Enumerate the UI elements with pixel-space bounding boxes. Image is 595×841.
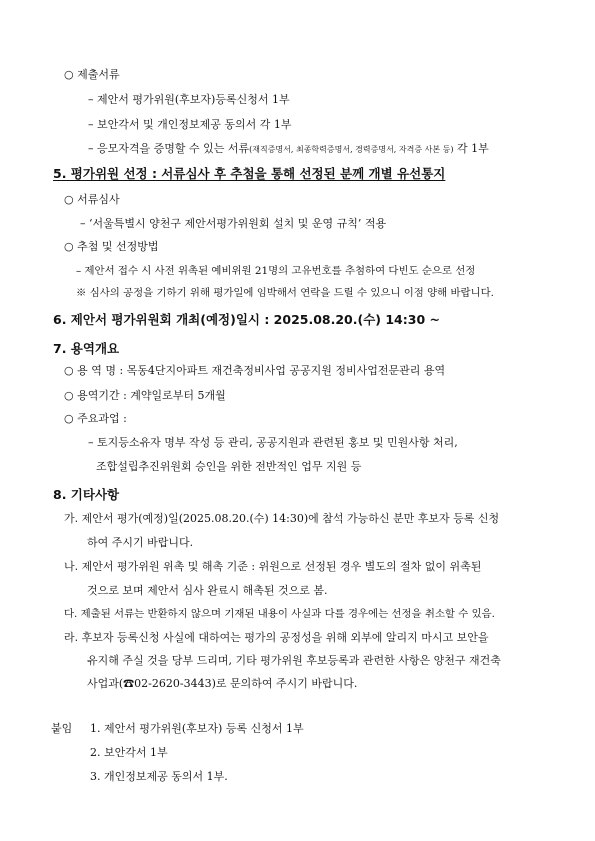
submit-item-3-lead: – 응모자격을 증명할 수 있는 서류 — [88, 142, 250, 155]
item-ga-line-1: 가. 제안서 평가(예정)일(2025.08.20.(수) 14:30)에 참석 가능하신 분만 후보자 등록 신청 — [64, 512, 500, 525]
submit-item-3-detail: (재직증명서, 최종학력증명서, 경력증명서, 자격증 사본 등) — [249, 145, 454, 154]
draw-heading: ○ 추첨 및 선정방법 — [64, 240, 159, 253]
service-period: ○ 용역기간 : 계약일로부터 5개월 — [64, 389, 226, 402]
item-ra-line-2: 유지해 주실 것을 당부 드리며, 기타 평가위원 후보등록과 관련한 사항은 양천구 재건축 — [87, 654, 501, 667]
main-tasks-heading: ○ 주요과업 : — [64, 412, 127, 425]
section-7-title: 7. 용역개요 — [53, 341, 120, 356]
attachment-item-2: 2. 보안각서 1부 — [90, 746, 168, 759]
submit-item-2: – 보안각서 및 개인정보제공 동의서 각 1부 — [88, 118, 292, 131]
item-ga-line-2: 하여 주시기 바랍니다. — [87, 536, 194, 549]
attachment-item-3: 3. 개인정보제공 동의서 1부. — [90, 770, 228, 783]
section-5-title: 5. 평가위원 선정 : 서류심사 후 추첨을 통해 선정된 분께 개별 유선통지 — [53, 166, 446, 181]
section-8-title: 8. 기타사항 — [53, 487, 120, 502]
main-tasks-line-2: 조합설립추진위원회 승인을 위한 전반적인 업무 지원 등 — [96, 460, 362, 473]
submit-item-1: – 제안서 평가위원(후보자)등록신청서 1부 — [88, 93, 290, 106]
attachments-label: 붙임 — [51, 722, 73, 735]
service-name: ○ 용 역 명 : 목동4단지아파트 재건축정비사업 공공지원 정비사업전문관리 용역 — [64, 364, 446, 377]
doc-review-heading: ○ 서류심사 — [64, 193, 120, 206]
item-ra-line-1: 라. 후보자 등록신청 사실에 대하여는 평가의 공정성을 위해 외부에 알리지 마시고 보안을 — [64, 631, 489, 644]
submit-heading: ○ 제출서류 — [64, 68, 120, 81]
submit-item-3-tail: 각 1부 — [453, 142, 489, 155]
section-6-title: 6. 제안서 평가위원회 개최(예정)일시 : 2025.08.20.(수) 14:30 ~ — [53, 312, 440, 327]
item-na-line-2: 것으로 보며 제안서 심사 완료시 해촉된 것으로 봄. — [87, 584, 328, 597]
notice-note: ※ 심사의 공정을 기하기 위해 평가일에 임박해서 연락을 드릴 수 있으니 이점 양해 바랍니다. — [76, 287, 494, 299]
submit-item-3 — [88, 142, 489, 157]
doc-review-item: – ‘서울특별시 양천구 제안서평가위원회 설치 및 운영 규칙’ 적용 — [80, 217, 387, 230]
item-ra-line-3: 사업과(☎02-2620-3443)로 문의하여 주시기 바랍니다. — [87, 677, 358, 690]
item-na-line-1: 나. 제안서 평가위원 위촉 및 해촉 기준 : 위원으로 선정된 경우 별도의 절차 없이 위촉된 — [64, 560, 482, 573]
draw-item: – 제안서 접수 시 사전 위촉된 예비위원 21명의 고유번호를 추첨하여 다빈도 순으로 선정 — [76, 265, 476, 277]
main-tasks-line-1: – 토지등소유자 명부 작성 등 관리, 공공지원과 관련된 홍보 및 민원사항 처리, — [88, 436, 458, 449]
attachment-item-1: 1. 제안서 평가위원(후보자) 등록 신청서 1부 — [90, 722, 304, 735]
item-da-line-1: 다. 제출된 서류는 반환하지 않으며 기재된 내용이 사실과 다를 경우에는 선정을 취소할 수 있음. — [64, 608, 495, 620]
